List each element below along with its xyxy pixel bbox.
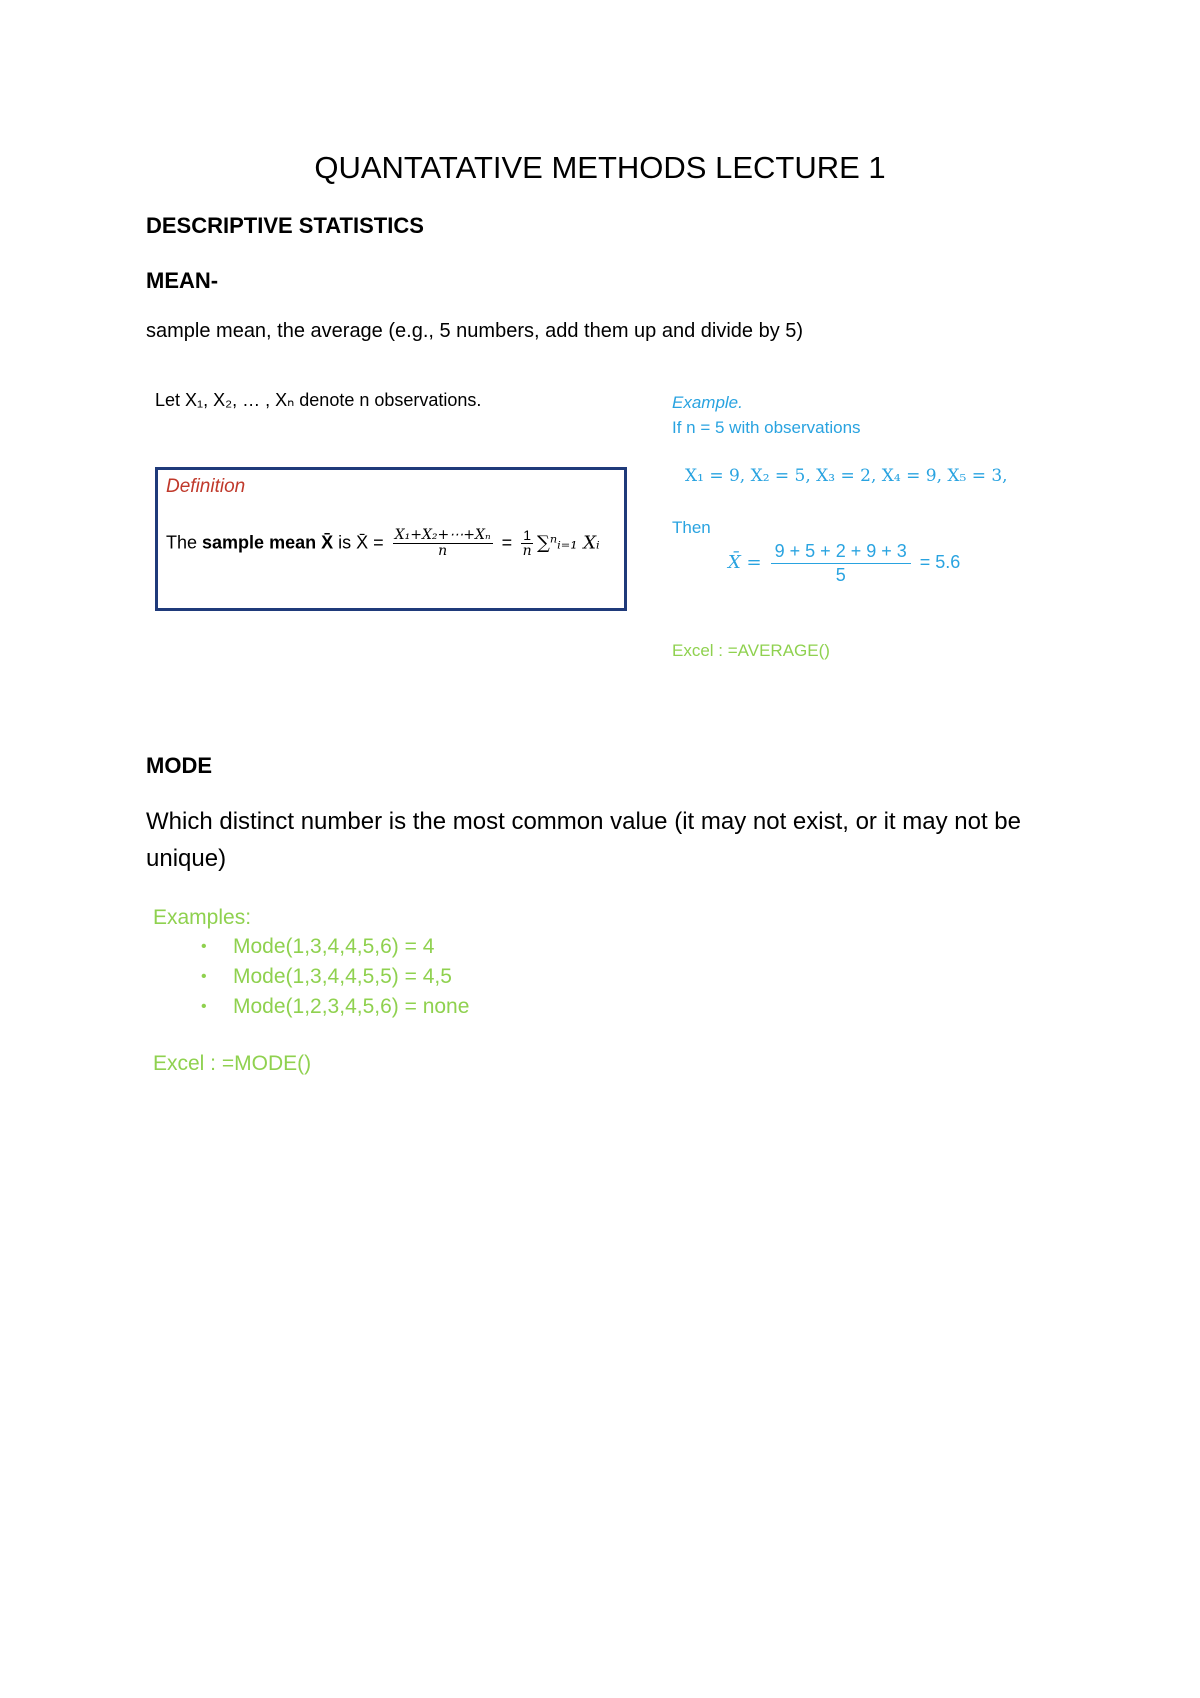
excel-mode: Excel : =MODE() <box>153 1052 312 1075</box>
list-item: • Mode(1,3,4,4,5,6) = 4 <box>233 932 469 962</box>
definition-box <box>155 467 627 611</box>
list-item: • Mode(1,3,4,4,5,5) = 4,5 <box>233 962 469 992</box>
excel-average: Excel : =AVERAGE() <box>672 641 830 660</box>
example-numerator: 9 + 5 + 2 + 9 + 3 <box>771 540 911 564</box>
example-mean-calculation <box>728 540 960 586</box>
page-title: QUANTATATIVE METHODS LECTURE 1 <box>314 150 886 185</box>
example-denominator: 5 <box>835 564 846 585</box>
example-label: Example. <box>672 393 743 412</box>
mean-description: sample mean, the average (e.g., 5 numbers, add them up and divide by 5) <box>146 320 804 342</box>
section-heading: DESCRIPTIVE STATISTICS <box>146 213 424 238</box>
list-item: • Mode(1,2,3,4,5,6) = none <box>233 992 469 1022</box>
mode-description: Which distinct number is the most common value (it may not exist, or it may not be unique) <box>146 808 1021 872</box>
mode-examples-list <box>153 932 469 1022</box>
definition-formula: The sample mean X̄ is X̄ = $\frac{\text{X₁+X₂+⋯+Xₙ}}{n}$ = $\frac{1}{n}$ ∑ⁿᵢ₌₁ Xᵢ <box>166 527 600 560</box>
example-observations: X₁ = 9, X₂ = 5, X₃ = 2, X₄ = 9, X₅ = 3, <box>685 466 1008 486</box>
definition-label: Definition <box>166 476 246 497</box>
mean-fraction: $\frac{\text{X₁+X₂+⋯+Xₙ}}{n}$ <box>394 527 491 560</box>
example-if-line: If n = 5 with observations <box>672 418 861 437</box>
mode-heading: MODE <box>146 753 212 778</box>
example-then: Then <box>672 518 711 537</box>
summation: ∑ⁿᵢ₌₁ Xᵢ <box>536 532 600 554</box>
example-result: = 5.6 <box>919 551 961 572</box>
one-over-n-fraction: $\frac{1}{n}$ <box>522 527 532 560</box>
example-fraction <box>771 540 911 586</box>
xbar-symbol: X̄ = <box>728 551 762 573</box>
let-observations-line: Let X₁, X₂, … , Xₙ denote n observations. <box>155 390 482 410</box>
mode-examples-label: Examples: <box>153 906 252 929</box>
mean-heading: MEAN- <box>146 268 219 293</box>
sample-mean-term: sample mean X̄ <box>202 532 334 553</box>
